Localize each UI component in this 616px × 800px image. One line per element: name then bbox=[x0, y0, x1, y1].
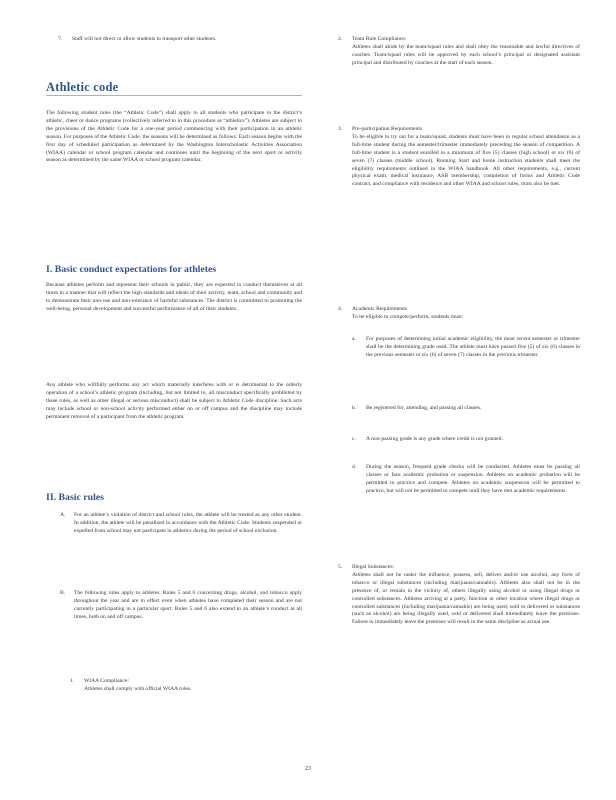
item-text: A non-passing grade is any grade where credit is not granted. bbox=[366, 436, 503, 442]
item-title: WIAA Compliance: bbox=[84, 678, 129, 684]
item-text: To be eligible to compete/perform, students must: bbox=[352, 313, 464, 320]
title-divider bbox=[46, 95, 302, 96]
item-title: Team Rule Compliance: bbox=[352, 36, 407, 42]
item-label: 2. bbox=[338, 36, 343, 42]
item-text: Athletes shall comply with official WIAA rules. bbox=[84, 685, 192, 692]
paragraph-text: Because athletes perform and represent their schools in public, they are expected to conduct themselves at all times in a manner that will reflect the high standards and ideals of their activity, team, school and community and to demonstrate their non-use and non-tolerance of harmful substances. The district is committed to promoting the well-being, personal development and successful performance of all of their students. bbox=[46, 282, 302, 312]
item-title: Pre-participation Requirements bbox=[352, 126, 423, 132]
item-label: 4. bbox=[338, 306, 343, 312]
intro-paragraph bbox=[46, 110, 302, 165]
item-text: Be registered for, attending, and passing all classes. bbox=[366, 405, 482, 411]
item-label: d. bbox=[352, 464, 357, 470]
item-text: During the season, frequent grade checks will be conducted. Athletes must be passing all classes or face academic probation or suspension. Athletes on academic probation will be permitted to practice and compete. Athletes on academic suspension will be permitted to practice, but will not be permitted to compete until they have met academic requirements. bbox=[366, 464, 580, 494]
item-title: Academic Requirements bbox=[352, 306, 408, 312]
item-label: B. bbox=[60, 590, 66, 596]
item-text: Athletes shall not be under the influence, possess, sell, deliver and/or use alcohol, any form of tobacco or illegal substances (including marijuana/cannabis). Athletes also shall not be in the presence of, or remain in the vicinity of, others illegally using alcohol or using illegal drugs or controlled substances. Athletes arriving at a party, function or other location where illegal drugs or controlled substances (including marijuana/cannabis) are being used, sold or delivered or substances (such as alcohol) are being illegally used, sold or delivered shall immediately leave the premises. Failure to immediately leave the premises will result in the same discipline as actual use. bbox=[352, 571, 580, 626]
item-text: The following rules apply to athletes. Rules 5 and 6 concerning drugs, alcohol, and tobacco apply throughout the year and are in effect even when athletes have completed their season and are not currently participating in a particular sport. Rules 5 and 6 also extend to an athlete’s conduct at all times, both on and off campus. bbox=[74, 590, 302, 620]
item-label: c. bbox=[352, 436, 356, 442]
section-2-heading: II. Basic rules bbox=[46, 492, 104, 503]
section-1-heading: I. Basic conduct expectations for athletes bbox=[46, 264, 217, 275]
item-text: To be eligible to try out for a team/squad, students must have been in regular school attendance as a full-time student during the semester/trimester immediately preceding the season of competition. A full-time student is a student enrolled in a minimum of five (5) classes (high school) or six (6) of seven (7) classes (middle school). Running Start and home instruction students shall meet the eligibility requirements outlined in the WIAA handbook. All other requirements, e.g., current physical exam, medical insurance, ASB membership, completion of forms and Athletic Code contract, and compliance with residence and other WIAA and school rules, must also be met. bbox=[352, 133, 580, 188]
section-1-paragraph-2 bbox=[46, 382, 302, 422]
intro-text: The following student rules (the “Athletic Code”) shall apply to all students who participate in the district’s athletic, cheer or dance programs (collectively referred to in this procedure as “athletics”). Athletes are subject to the provisions of the Athletic Code for a one-year period commencing with their participation in an athletic season. For purposes of the Athletic Code, the seasons will be determined as follows: Each season begins with the first day of scheduled participation as determined by the Washington Interscholastic Activities Association (WIAA) calendar or school program calendar and continues until the beginning of the next sport or activity season as determined by the same WIAA or school program calendar. bbox=[46, 110, 302, 164]
item-label: 3. bbox=[338, 126, 343, 132]
item-label: 5. bbox=[338, 564, 343, 570]
page-number: 23 bbox=[305, 766, 311, 772]
section-title: Athletic code bbox=[46, 80, 119, 94]
list-number: 7. bbox=[58, 36, 63, 42]
item-label: 1. bbox=[70, 678, 75, 684]
item-label: b. bbox=[352, 405, 357, 411]
item-label: a. bbox=[352, 336, 356, 342]
item-text: Athletes shall abide by the team/squad rules and shall obey the reasonable and lawful directives of coaches. Team/squad rules will be approved by each school’s principal or designated assistant principal and distributed by coaches at the start of each season. bbox=[352, 43, 580, 66]
item-text: For an athlete’s violation of district and school rules, the athlete will be treated as any other student. In addition, the athlete will be penalized in accordance with the Athletic Code. Students suspended or expelled from school may not participate in athletics during the period of school exclusion. bbox=[74, 512, 302, 534]
section-1-paragraph-1 bbox=[46, 282, 302, 314]
list-text: Staff will not direct or allow students to transport other students. bbox=[72, 36, 217, 42]
item-text: For purposes of determining initial academic eligibility, the most recent semester or trimester shall be the determining grade used. The athlete must have passed five (5) of six (6) classes in the previous semester or six (6) of seven (7) classes in the previous trimester. bbox=[366, 336, 580, 358]
item-label: A. bbox=[60, 512, 66, 518]
paragraph-text: Any athlete who willfully performs any act which materially interferes with or is detrimental to the orderly operation of a school’s athletic program (including, but not limited to, all misconduct specifically prohibited by these rules, as well as other illegal or serious misconduct) shall be subject to Athletic Code discipline. Such acts may include school or non-school activity performed either on or off campus and the discipline may include permanent removal of a participant from the athletic program. bbox=[46, 382, 302, 420]
item-title: Illegal Substances: bbox=[352, 564, 395, 570]
